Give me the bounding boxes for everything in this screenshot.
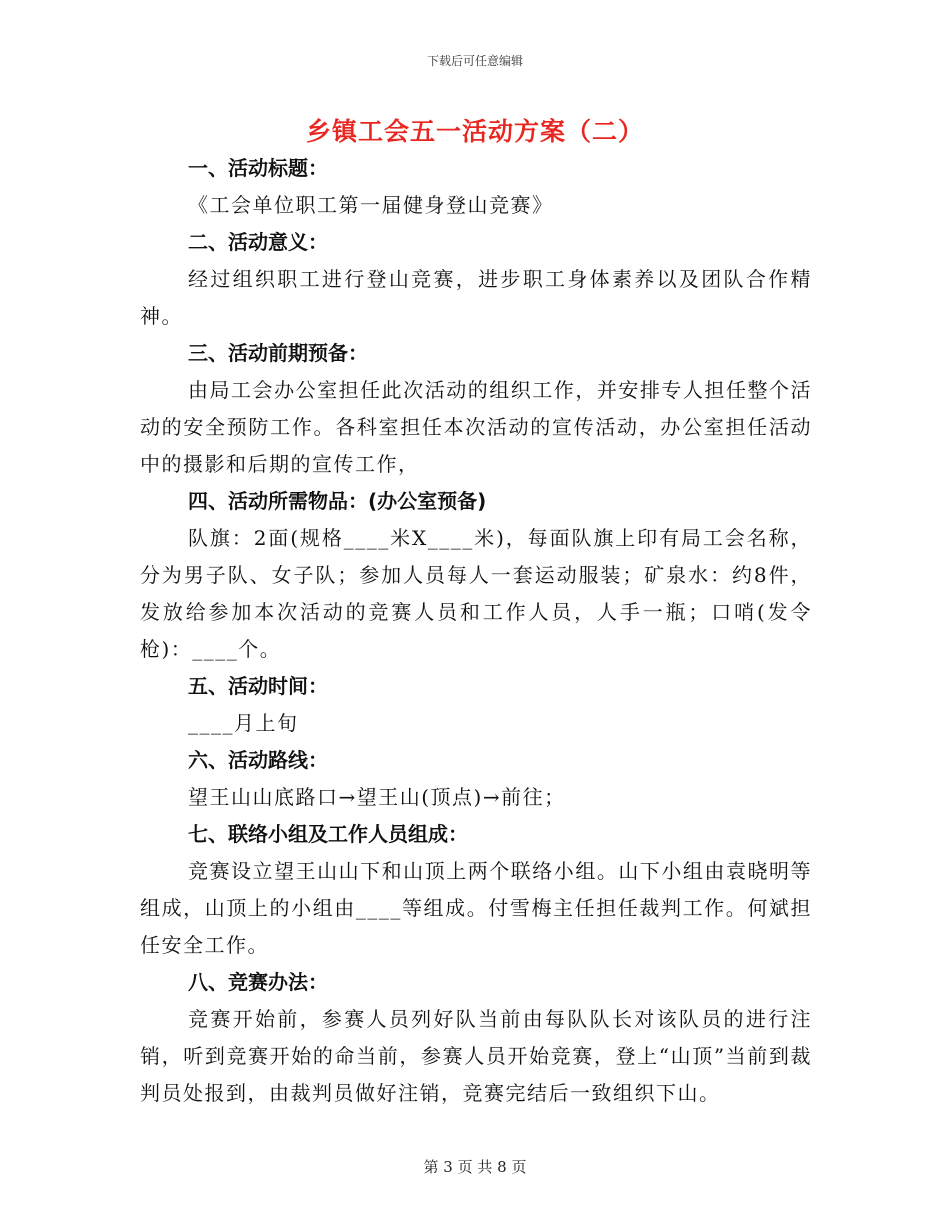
section-7: [140, 816, 812, 964]
section-5: [140, 668, 812, 742]
header-note: 下载后可任意编辑: [426, 54, 523, 68]
section-paragraph: 队旗：2面(规格____米X____米)，每面队旗上印有局工会名称，分为男子队、女子队；参加人员每人一套运动服装；矿泉水：约8件，发放给参加本次活动的竞赛人员和工作人员，人手一瓶；口哨(发令枪)：____个。: [140, 526, 812, 661]
section-heading: 八、竞赛办法：: [188, 970, 328, 994]
section-paragraph: ____月上旬: [188, 711, 299, 735]
section-heading: 六、活动路线：: [188, 748, 328, 772]
section-paragraph: 竞赛设立望王山山下和山顶上两个联络小组。山下小组由袁晓明等组成，山顶上的小组由____等组成。付雪梅主任担任裁判工作。何斌担任安全工作。: [140, 859, 812, 957]
section-heading: 一、活动标题：: [188, 156, 328, 180]
section-heading: 七、联络小组及工作人员组成：: [188, 822, 468, 846]
document-body: [140, 150, 812, 1112]
section-paragraph: 由局工会办公室担任此次活动的组织工作，并安排专人担任整个活动的安全预防工作。各科室担任本次活动的宣传活动，办公室担任活动中的摄影和后期的宣传工作，: [140, 378, 812, 476]
document-title: 乡镇工会五一活动方案（二）: [305, 117, 644, 146]
section-8: [140, 964, 812, 1112]
section-1: [140, 150, 812, 224]
section-paragraph: 望王山山底路口→望王山(顶点)→前往；: [188, 785, 566, 809]
section-heading: 四、活动所需物品：(办公室预备): [188, 489, 487, 513]
section-paragraph: 竞赛开始前，参赛人员列好队当前由每队队长对该队员的进行注销，听到竞赛开始的命当前，参赛人员开始竞赛，登上“山顶”当前到裁判员处报到，由裁判员做好注销，竞赛完结后一致组织下山。: [140, 1007, 812, 1105]
section-heading: 二、活动意义：: [188, 230, 328, 254]
section-4: [140, 483, 812, 668]
section-heading: 三、活动前期预备：: [188, 341, 368, 365]
section-heading: 五、活动时间：: [188, 674, 328, 698]
page-footer: 第 3 页 共 8 页: [423, 1158, 527, 1176]
section-2: [140, 224, 812, 335]
section-3: [140, 335, 812, 483]
section-paragraph: 经过组织职工进行登山竞赛，进步职工身体素养以及团队合作精神。: [140, 267, 812, 328]
section-paragraph: 《工会单位职工第一届健身登山竞赛》: [188, 193, 554, 217]
section-6: [140, 742, 812, 816]
